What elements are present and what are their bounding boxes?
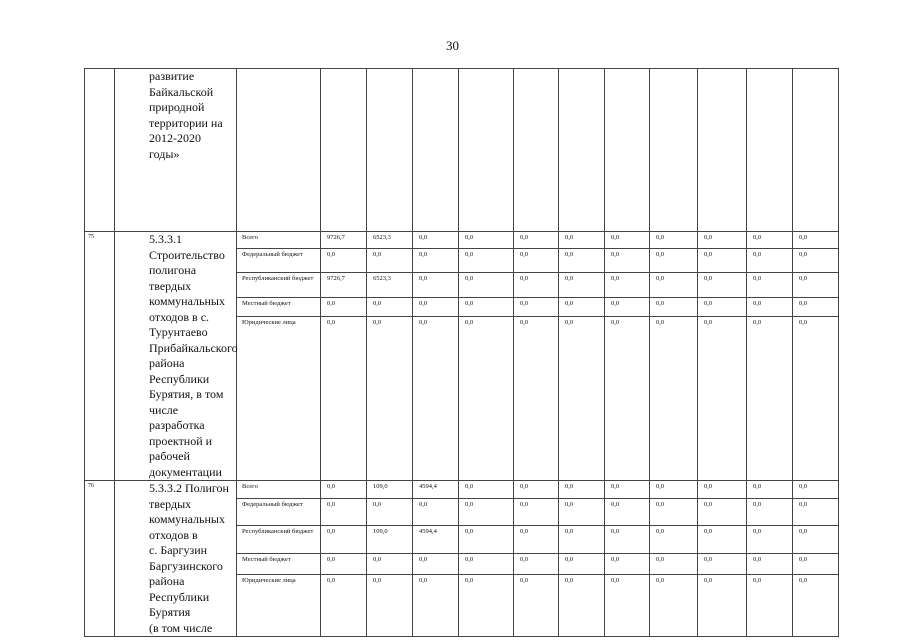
value-cell [413,69,459,232]
program-name-line: отходов в с. [149,309,210,324]
value-cell: 0,0 [605,481,650,499]
value-cell: 0,0 [650,481,698,499]
value-cell: 0,0 [559,553,605,574]
value-cell: 0,0 [793,481,839,499]
value-cell: 0,0 [459,317,514,481]
value-cell: 0,0 [367,574,413,636]
value-cell [605,69,650,232]
value-cell: 6523,3 [367,273,413,298]
funding-source-cell: Федеральный бюджет [237,248,321,273]
budget-table [84,68,839,637]
value-cell: 0,0 [650,273,698,298]
value-cell: 0,0 [413,499,459,526]
value-cell: 4594,4 [413,481,459,499]
value-cell [793,69,839,232]
value-cell: 0,0 [698,317,747,481]
value-cell: 0,0 [793,526,839,553]
value-cell: 0,0 [605,298,650,317]
program-name-line: 5.3.3.1 [149,232,182,246]
value-cell: 0,0 [367,553,413,574]
program-name-line: Бурятия [149,605,191,619]
funding-source-cell [237,69,321,232]
funding-source-cell: Местный бюджет [237,553,321,574]
value-cell: 0,0 [650,553,698,574]
value-cell: 0,0 [459,574,514,636]
value-cell: 0,0 [605,574,650,636]
program-name-line: 5.3.3.2 Полигон [149,481,229,495]
value-cell: 0,0 [514,526,559,553]
value-cell: 0,0 [650,298,698,317]
value-cell: 0,0 [605,553,650,574]
value-cell: 0,0 [650,232,698,249]
value-cell: 9726,7 [321,232,367,249]
value-cell: 0,0 [793,298,839,317]
value-cell: 0,0 [321,526,367,553]
value-cell: 0,0 [514,481,559,499]
value-cell: 0,0 [698,298,747,317]
value-cell: 0,0 [559,232,605,249]
value-cell: 0,0 [747,298,793,317]
value-cell: 0,0 [698,481,747,499]
program-name-line: Прибайкальского [149,340,238,355]
row-number-cell: 76 [85,481,115,637]
value-cell: 0,0 [793,317,839,481]
program-name-line: коммунальных [149,512,225,526]
value-cell: 0,0 [459,499,514,526]
program-name-line: отходов в [149,527,198,542]
value-cell: 0,0 [559,526,605,553]
value-cell [321,69,367,232]
value-cell: 0,0 [459,526,514,553]
value-cell: 0,0 [514,232,559,249]
value-cell: 0,0 [650,574,698,636]
value-cell: 0,0 [747,273,793,298]
program-name-line: Турунтаево [149,325,208,339]
value-cell: 0,0 [698,248,747,273]
table-body [85,69,839,637]
funding-source-cell: Всего [237,481,321,499]
value-cell: 0,0 [459,481,514,499]
value-cell: 0,0 [321,553,367,574]
program-name-line: развитие [149,69,195,83]
funding-source-cell: Республиканский бюджет [237,273,321,298]
value-cell: 0,0 [559,317,605,481]
table-row [85,481,839,499]
value-cell: 0,0 [459,298,514,317]
page-number: 30 [446,38,459,53]
value-cell: 0,0 [459,553,514,574]
value-cell: 0,0 [413,553,459,574]
program-name-line: твердых [149,496,192,511]
program-name-line: Байкальской [149,84,214,99]
value-cell: 0,0 [514,317,559,481]
funding-source-cell: Всего [237,232,321,249]
program-name-line: с. Баргузин [149,543,208,557]
value-cell [459,69,514,232]
program-name-line: Баргузинского [149,558,223,573]
value-cell: 0,0 [459,248,514,273]
value-cell: 0,0 [747,481,793,499]
value-cell: 0,0 [559,298,605,317]
value-cell: 0,0 [793,553,839,574]
value-cell: 0,0 [793,248,839,273]
value-cell: 0,0 [605,526,650,553]
value-cell: 0,0 [650,317,698,481]
value-cell: 0,0 [650,248,698,273]
value-cell: 0,0 [321,248,367,273]
value-cell: 0,0 [559,574,605,636]
value-cell: 9726,7 [321,273,367,298]
value-cell [747,69,793,232]
value-cell: 4594,4 [413,526,459,553]
value-cell [559,69,605,232]
value-cell: 0,0 [605,273,650,298]
continuation-row [85,69,839,232]
value-cell: 0,0 [321,481,367,499]
program-name-line: 2012-2020 годы» [149,131,201,161]
program-name-line: коммунальных [149,294,225,308]
value-cell: 0,0 [605,499,650,526]
value-cell: 0,0 [747,248,793,273]
value-cell: 0,0 [459,232,514,249]
value-cell: 0,0 [559,248,605,273]
value-cell: 6523,3 [367,232,413,249]
value-cell: 0,0 [747,499,793,526]
value-cell: 0,0 [747,574,793,636]
value-cell: 0,0 [413,273,459,298]
value-cell: 0,0 [367,317,413,481]
value-cell: 0,0 [413,298,459,317]
value-cell: 0,0 [698,574,747,636]
value-cell: 0,0 [321,317,367,481]
program-name-cell [115,69,237,232]
value-cell: 0,0 [514,248,559,273]
value-cell: 0,0 [413,574,459,636]
value-cell: 0,0 [413,248,459,273]
program-name-cell [115,481,237,637]
funding-source-cell: Юридические лица [237,317,321,481]
value-cell: 0,0 [559,499,605,526]
program-name-line: Бурятия, в том [149,387,224,401]
program-name-line: проектной и [149,433,213,448]
value-cell [650,69,698,232]
value-cell: 0,0 [321,499,367,526]
value-cell: 0,0 [698,273,747,298]
value-cell: 0,0 [793,499,839,526]
value-cell: 0,0 [413,232,459,249]
value-cell: 0,0 [698,553,747,574]
value-cell: 0,0 [747,317,793,481]
value-cell: 0,0 [793,232,839,249]
funding-source-cell: Федеральный бюджет [237,499,321,526]
value-cell: 0,0 [747,232,793,249]
value-cell: 0,0 [605,317,650,481]
value-cell [698,69,747,232]
value-cell: 0,0 [514,273,559,298]
value-cell: 0,0 [514,574,559,636]
funding-source-cell: Юридические лица [237,574,321,636]
table-row [85,232,839,249]
funding-source-cell: Республиканский бюджет [237,526,321,553]
funding-source-cell: Местный бюджет [237,298,321,317]
value-cell: 109,0 [367,526,413,553]
value-cell: 0,0 [559,273,605,298]
program-name-line: документации [149,464,222,479]
value-cell: 0,0 [747,526,793,553]
value-cell: 0,0 [514,553,559,574]
program-name-line: природной [149,100,205,114]
value-cell: 0,0 [321,298,367,317]
value-cell: 0,0 [514,298,559,317]
value-cell: 0,0 [793,574,839,636]
value-cell: 0,0 [367,499,413,526]
program-name-line: района Республики [149,356,210,386]
value-cell: 0,0 [605,232,650,249]
program-name-line: рабочей [149,449,190,463]
value-cell: 0,0 [650,526,698,553]
value-cell: 0,0 [650,499,698,526]
program-name-line: района Республики [149,574,210,604]
value-cell: 0,0 [698,499,747,526]
value-cell: 0,0 [367,298,413,317]
value-cell: 0,0 [605,248,650,273]
value-cell: 0,0 [459,273,514,298]
row-number-cell: 75 [85,232,115,481]
value-cell [514,69,559,232]
program-name-line: (в том числе [149,620,213,635]
program-name-line: полигона твердых [149,263,197,293]
program-name-line: территории на [149,115,223,130]
value-cell: 0,0 [698,526,747,553]
value-cell [367,69,413,232]
row-number-cell [85,69,115,232]
program-name-cell [115,232,237,481]
value-cell: 0,0 [559,481,605,499]
value-cell: 0,0 [698,232,747,249]
value-cell: 0,0 [793,273,839,298]
value-cell: 109,0 [367,481,413,499]
program-name-line: числе разработка [149,402,205,432]
value-cell: 0,0 [367,248,413,273]
value-cell: 0,0 [514,499,559,526]
value-cell: 0,0 [321,574,367,636]
value-cell: 0,0 [747,553,793,574]
program-name-line: Строительство [149,247,225,262]
value-cell: 0,0 [413,317,459,481]
